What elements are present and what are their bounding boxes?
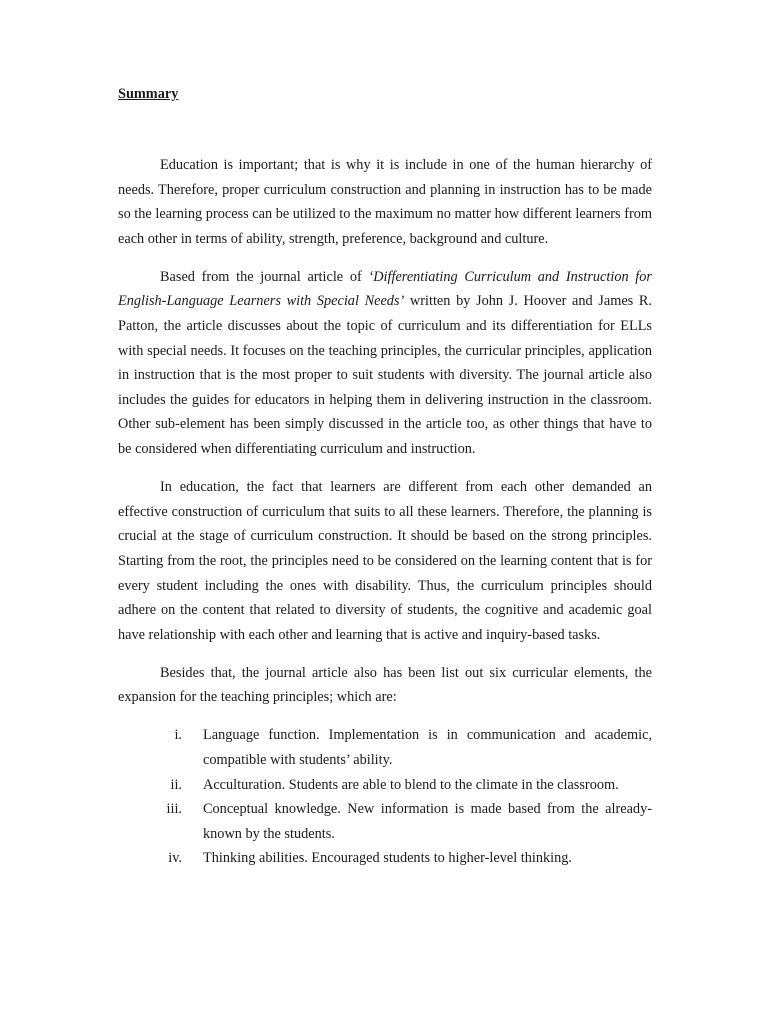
curricular-elements-list bbox=[118, 723, 652, 871]
paragraph-1: Education is important; that is why it is include in one of the human hierarchy of needs. Therefore, proper curriculum construction and planning in instruction has to be made so the learning process can be utilized to the maximum no matter how different learners from each other in terms of ability, strength, preference, background and culture. bbox=[118, 157, 652, 247]
summary-heading: Summary bbox=[118, 86, 179, 102]
paragraph-2 bbox=[118, 265, 652, 462]
list-item-text: Language function. Implementation is in communication and academic, compatible with students’ ability. bbox=[203, 727, 652, 769]
list-item bbox=[118, 797, 652, 846]
list-item bbox=[118, 846, 652, 871]
list-item-number: ii. bbox=[170, 776, 182, 793]
list-item-number: iv. bbox=[168, 850, 182, 867]
paragraph-2-rest: written by John J. Hoover and James R. Patton, the article discusses about the topic of curriculum and its differentiation for ELLs with special needs. It focuses on the teaching principles, the curricular principles, application in instruction that is the most proper to suit students with diversity. The journal article also includes the guides for educators in helping them in delivering instruction in the classroom. Other sub-element has been simply discussed in the article too, as other things that have to be considered when differentiating curriculum and instruction. bbox=[118, 293, 652, 458]
list-item bbox=[118, 773, 652, 798]
article-title: ‘Differentiating Curriculum and Instruction for English-Language Learners with Special Needs’ bbox=[118, 268, 652, 310]
paragraph-2-lead: Based from the journal article of bbox=[160, 268, 369, 285]
list-item-text: Conceptual knowledge. New information is made based from the already-known by the students. bbox=[203, 801, 652, 842]
paragraph-4: Besides that, the journal article also has been list out six curricular elements, the expansion for the teaching principles; which are: bbox=[118, 664, 652, 706]
list-item bbox=[118, 723, 652, 772]
paragraph-3: In education, the fact that learners are different from each other demanded an effective construction of curriculum that suits to all these learners. Therefore, the planning is crucial at the stage of curriculum construction. It should be based on the strong principles. Starting from the root, the principles need to be considered on the learning content that is for every student including the ones with disability. Thus, the curriculum principles should adhere on the content that related to diversity of students, the cognitive and academic goal have relationship with each other and learning that is active and inquiry-based tasks. bbox=[118, 479, 652, 643]
list-item-text: Acculturation. Students are able to blend to the climate in the classroom. bbox=[203, 776, 619, 793]
list-item-number: i. bbox=[174, 727, 182, 744]
list-item-text: Thinking abilities. Encouraged students to higher-level thinking. bbox=[203, 850, 572, 867]
list-item-number: iii. bbox=[166, 801, 182, 818]
document-body bbox=[118, 153, 652, 871]
